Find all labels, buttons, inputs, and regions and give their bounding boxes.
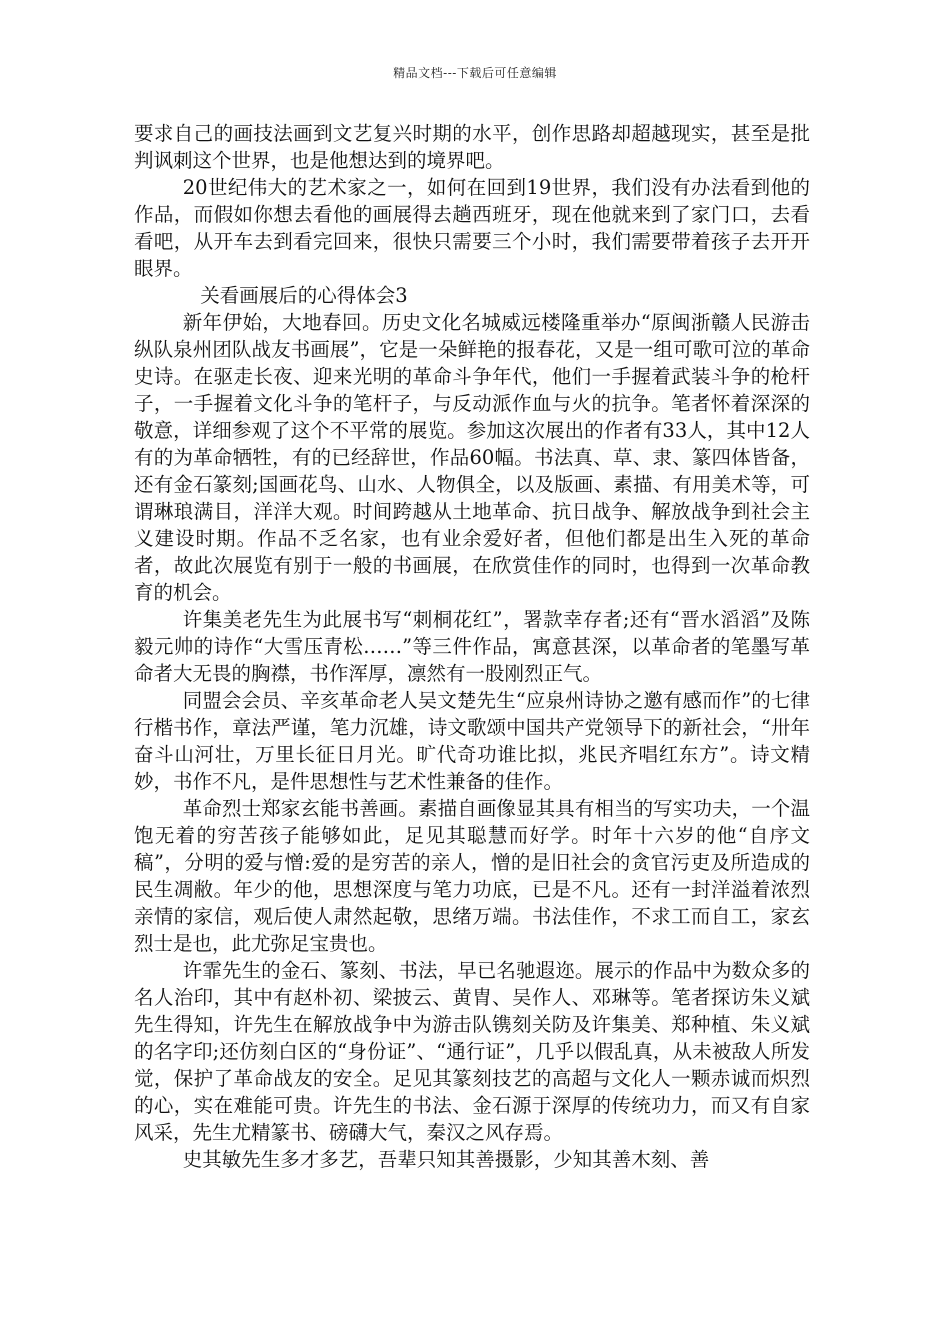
paragraph: 许集美老先生为此展书写“刺桐花红”，署款幸存者;还有“晋水滔滔”及陈毅元帅的诗作“大雪压青松……”等三件作品，寓意甚深，以革命者的笔墨写革命者大无畏的胸襟，书作浑厚，凛然有一股刚烈正气。	[134, 608, 810, 685]
paragraph-continuation: 要求自己的画技法画到文艺复兴时期的水平，创作思路却超越现实，甚至是批判讽刺这个世界，也是他想达到的境界吧。	[134, 122, 810, 172]
paragraph: 20世纪伟大的艺术家之一，如何在回到19世界，我们没有办法看到他的作品，而假如你想去看他的画展得去趟西班牙，现在他就来到了家门口，去看看吧，从开车去到看完回来，很快只需要三个小时，我们需要带着孩子去开开眼界。	[134, 176, 810, 280]
paragraph: 许霏先生的金石、篆刻、书法，早已名驰遐迩。展示的作品中为数众多的名人治印，其中有赵朴初、梁披云、黄胄、吴作人、邓琳等。笔者探访朱义斌先生得知，许先生在解放战争中为游击队镌刻关防及许集美、郑种植、朱义斌的名字印;还仿刻白区的“身份证”、“通行证”，几乎以假乱真，从未被敌人所发觉，保护了革命战友的安全。足见其篆刻技艺的高超与文化人一颗赤诚而炽烈的心，实在难能可贵。许先生的书法、金石源于深厚的传统功力，而又有自家风采，先生尤精篆书、磅礴大气，秦汉之风存焉。	[134, 959, 810, 1144]
paragraph: 同盟会会员、辛亥革命老人吴文楚先生“应泉州诗协之邀有感而作”的七律行楷书作，章法严谨，笔力沉雄，诗文歌颂中国共产党领导下的新社会，“卅年奋斗山河壮，万里长征日月光。旷代奇功谁比拟，兆民齐唱红东方”。诗文精妙，书作不凡，是件思想性与艺术性兼备的佳作。	[134, 689, 810, 793]
section-heading: 关看画展后的心得体会3	[200, 284, 408, 307]
paragraph: 史其敏先生多才多艺，吾辈只知其善摄影，少知其善木刻、善	[182, 1148, 710, 1171]
paragraph: 革命烈士郑家玄能书善画。素描自画像显其具有相当的写实功夫，一个温饱无着的穷苦孩子能够如此，足见其聪慧而好学。时年十六岁的他“自序文稿”，分明的爱与憎:爱的是穷苦的亲人，憎的是旧社会的贪官污吏及所造成的民生凋敝。年少的他，思想深度与笔力功底，已是不凡。还有一封洋溢着浓烈亲情的家信，观后使人肃然起敬，思绪万端。书法佳作，不求工而自工，家玄烈士是也，此尤弥足宝贵也。	[134, 797, 810, 955]
paragraph: 新年伊始，大地春回。历史文化名城威远楼隆重举办“原闽浙赣人民游击纵队泉州团队战友书画展”，它是一朵鲜艳的报春花，又是一组可歌可泣的革命史诗。在驱走长夜、迎来光明的革命斗争年代，他们一手握着武装斗争的枪杆子，一手握着文化斗争的笔杆子，与反动派作血与火的抗争。笔者怀着深深的敬意，详细参观了这个不平常的展览。参加这次展出的作者有33人，其中12人有的为革命牺牲，有的已经辞世，作品60幅。书法真、草、隶、篆四体皆备，还有金石篆刻;国画花鸟、山水、人物俱全，以及版画、素描、有用美术等，可谓琳琅满目，洋洋大观。时间跨越从土地革命、抗日战争、解放战争到社会主义建设时期。作品不乏名家，也有业余爱好者，但他们都是出生入死的革命者，故此次展览有别于一般的书画展，在欣赏佳作的同时，也得到一次革命教育的机会。	[134, 311, 810, 604]
document-body	[134, 120, 810, 1173]
page-header: 精品文档---下载后可任意编辑	[393, 66, 557, 80]
